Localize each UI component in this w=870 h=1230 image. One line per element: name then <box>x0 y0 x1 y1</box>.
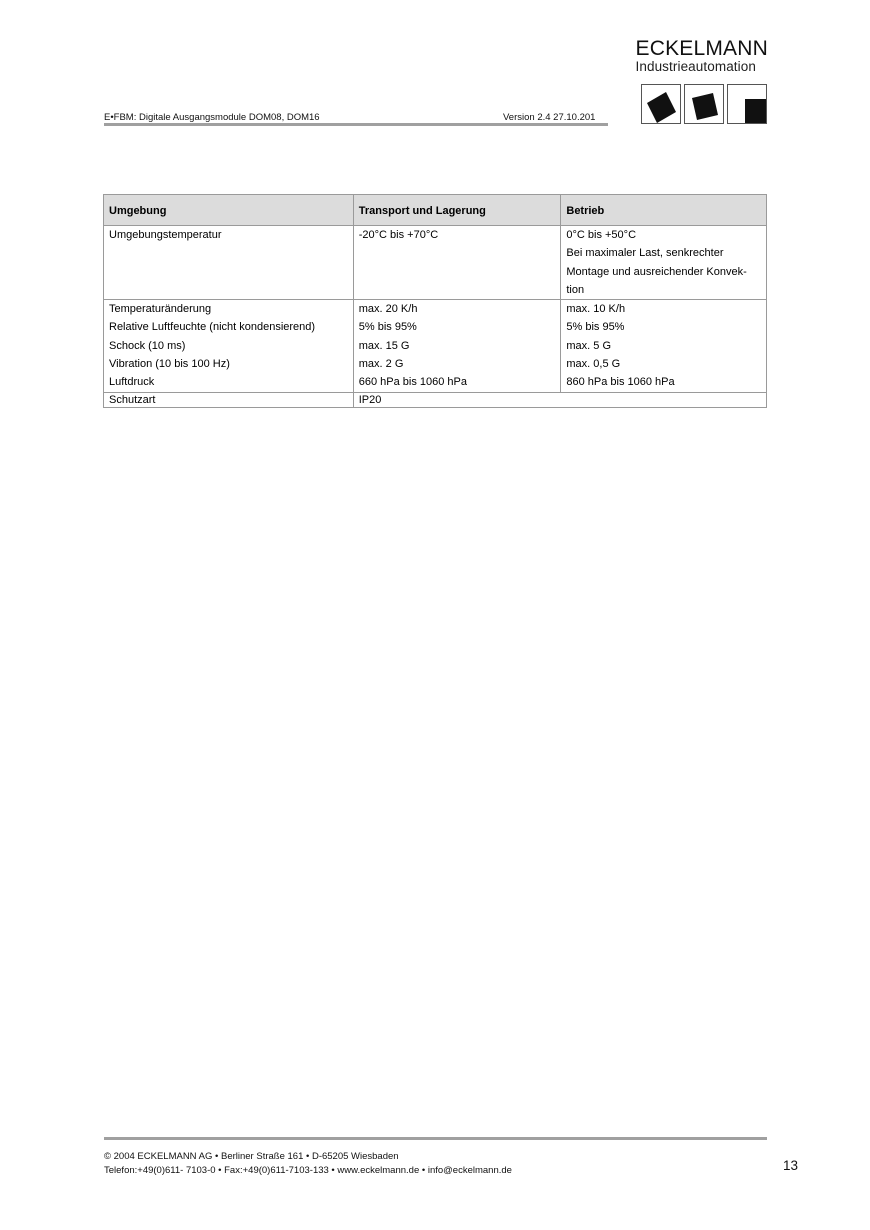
cell-line: max. 0,5 G <box>566 358 621 371</box>
logo-square-2 <box>684 84 724 124</box>
cell-line: max. 20 K/h <box>358 303 418 316</box>
cell-line: Umgebungstemperatur <box>109 229 222 241</box>
cell-line: 5% bis 95% <box>566 321 625 334</box>
environment-table <box>103 194 767 408</box>
logo-subtitle: Industrieautomation <box>635 59 756 74</box>
footer-contact: Telefon:+49(0)611- 7103-0 • Fax:+49(0)611-7103-133 • www.eckelmann.de • info@eckelmann.de <box>104 1165 512 1176</box>
logo-square-1 <box>641 84 681 124</box>
cell-line: Temperaturänderung <box>109 303 212 316</box>
cell-line: Bei maximaler Last, senkrechter <box>566 247 724 260</box>
cell-line: tion <box>566 283 585 296</box>
cell-line: Relative Luftfeuchte (nicht kondensierend) <box>109 321 316 334</box>
table-cell <box>353 226 561 300</box>
table-cell <box>104 226 354 300</box>
company-logo <box>636 38 769 74</box>
document-version: Version 2.4 27.10.201 <box>503 112 596 123</box>
table-header-cell: Transport und Lagerung <box>353 195 561 226</box>
cell-line: max. 10 K/h <box>566 303 626 316</box>
table-row <box>104 392 767 407</box>
table-row <box>104 300 767 392</box>
footer-address: © 2004 ECKELMANN AG • Berliner Straße 161 • D-65205 Wiesbaden <box>104 1151 399 1162</box>
footer-divider <box>104 1137 767 1140</box>
table-header-row <box>104 195 767 226</box>
cell-line: Montage und ausreichender Konvek- <box>566 265 747 278</box>
cell-line: -20°C bis +70°C <box>358 229 439 241</box>
table-cell <box>561 226 767 300</box>
page-number: 13 <box>783 1158 799 1173</box>
cell-line: 5% bis 95% <box>358 321 417 334</box>
table-cell <box>104 300 354 392</box>
table-cell <box>353 300 561 392</box>
cell-line: 660 hPa bis 1060 hPa <box>358 376 468 389</box>
cell-line: max. 2 G <box>358 358 404 371</box>
table-cell: IP20 <box>353 392 766 407</box>
header-divider <box>104 123 608 126</box>
cell-line: max. 5 G <box>566 339 611 352</box>
logo-square-3 <box>727 84 767 124</box>
table-header-cell: Umgebung <box>104 195 354 226</box>
cell-line: Vibration (10 bis 100 Hz) <box>109 358 230 371</box>
table-cell: Schutzart <box>104 392 354 407</box>
cell-line: max. 15 G <box>358 339 410 352</box>
document-title: E•FBM: Digitale Ausgangsmodule DOM08, DOM16 <box>104 112 320 123</box>
logo-squares-icon <box>641 84 768 124</box>
table-row <box>104 226 767 300</box>
logo-name: ECKELMANN <box>635 37 768 60</box>
cell-line: 0°C bis +50°C <box>566 229 637 241</box>
table-header-cell: Betrieb <box>561 195 767 226</box>
cell-line: 860 hPa bis 1060 hPa <box>566 376 675 389</box>
cell-line: Schock (10 ms) <box>109 339 186 352</box>
table-cell <box>561 300 767 392</box>
cell-line: Luftdruck <box>109 376 155 389</box>
